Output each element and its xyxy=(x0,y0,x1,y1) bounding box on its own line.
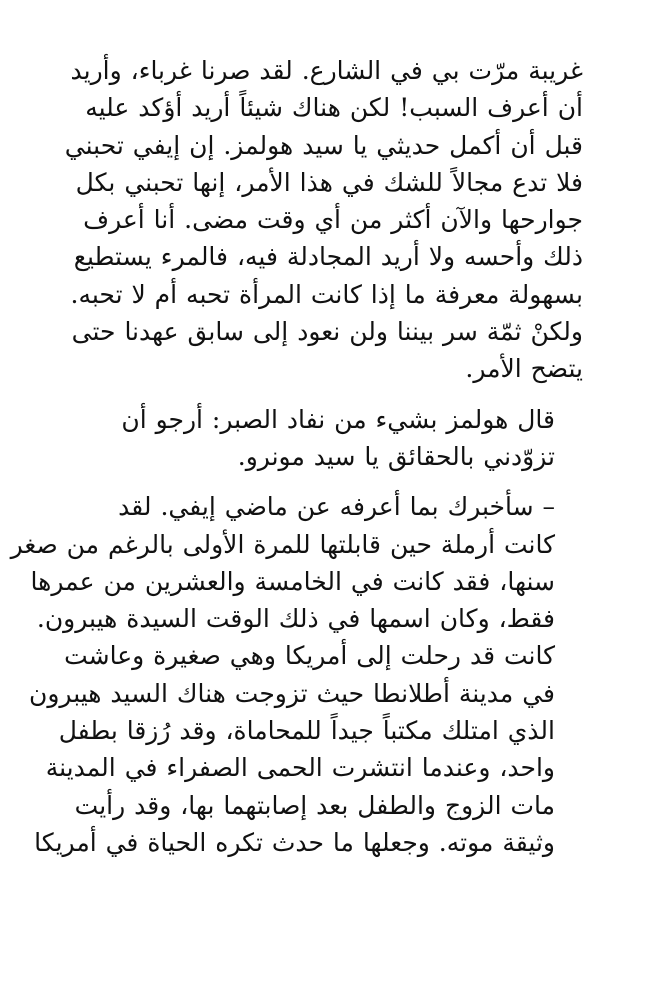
paragraph-3 xyxy=(10,488,583,861)
paragraph-2 xyxy=(45,401,583,476)
text-line: مات الزوج والطفل بعد إصابتهما بها، وقد رأيت xyxy=(74,790,555,820)
text-line: أن أعرف السبب! لكن هناك شيئاً أريد أؤكد عليه xyxy=(85,93,583,123)
text-line: سنها، فقد كانت في الخامسة والعشرين من عمرها xyxy=(30,566,555,596)
text-line: قبل أن أكمل حديثي يا سيد هولمز. إن إيفي تحبني xyxy=(64,130,583,160)
text-line: جوارحها والآن أكثر من أي وقت مضى. أنا أعرف xyxy=(83,205,583,235)
text-line: كانت قد رحلت إلى أمريكا وهي صغيرة وعاشت xyxy=(64,641,555,671)
text-line: الذي امتلك مكتباً جيداً للمحاماة، وقد رُزقا بطفل xyxy=(58,716,555,746)
text-line: وثيقة موته. وجعلها ما حدث تكره الحياة في أمريكا xyxy=(34,827,555,857)
text-line: فلا تدع مجالاً للشك في هذا الأمر، إنها تحبني بكل xyxy=(75,167,583,197)
text-line: قال هولمز بشيء من نفاد الصبر: أرجو أن xyxy=(121,404,555,434)
text-line: في مدينة أطلانطا حيث تزوجت هناك السيد هيبرون xyxy=(28,678,555,708)
text-line: بسهولة معرفة ما إذا كانت المرأة تحبه أم لا تحبه. xyxy=(70,279,583,309)
text-line: يتضح الأمر. xyxy=(465,354,583,384)
text-line: ولكنْ ثمّة سر بيننا ولن نعود إلى سابق عهدنا حتى xyxy=(71,317,583,347)
text-line: ذلك وأحسه ولا أريد المجادلة فيه، فالمرء يستطيع xyxy=(73,242,583,272)
text-line: – سأخبرك بما أعرفه عن ماضي إيفي. لقد xyxy=(118,492,555,522)
text-line: تزوّدني بالحقائق يا سيد مونرو. xyxy=(237,441,555,471)
text-line: فقط، وكان اسمها في ذلك الوقت السيدة هيبرون. xyxy=(36,604,555,634)
text-line: كانت أرملة حين قابلتها للمرة الأولى بالرغم من صغر xyxy=(10,529,555,559)
text-line: غريبة مرّت بي في الشارع. لقد صرنا غرباء، وأريد xyxy=(70,56,583,85)
paragraph-1 xyxy=(45,52,583,388)
text-line: واحد، وعندما انتشرت الحمى الصفراء في المدينة xyxy=(45,753,555,783)
